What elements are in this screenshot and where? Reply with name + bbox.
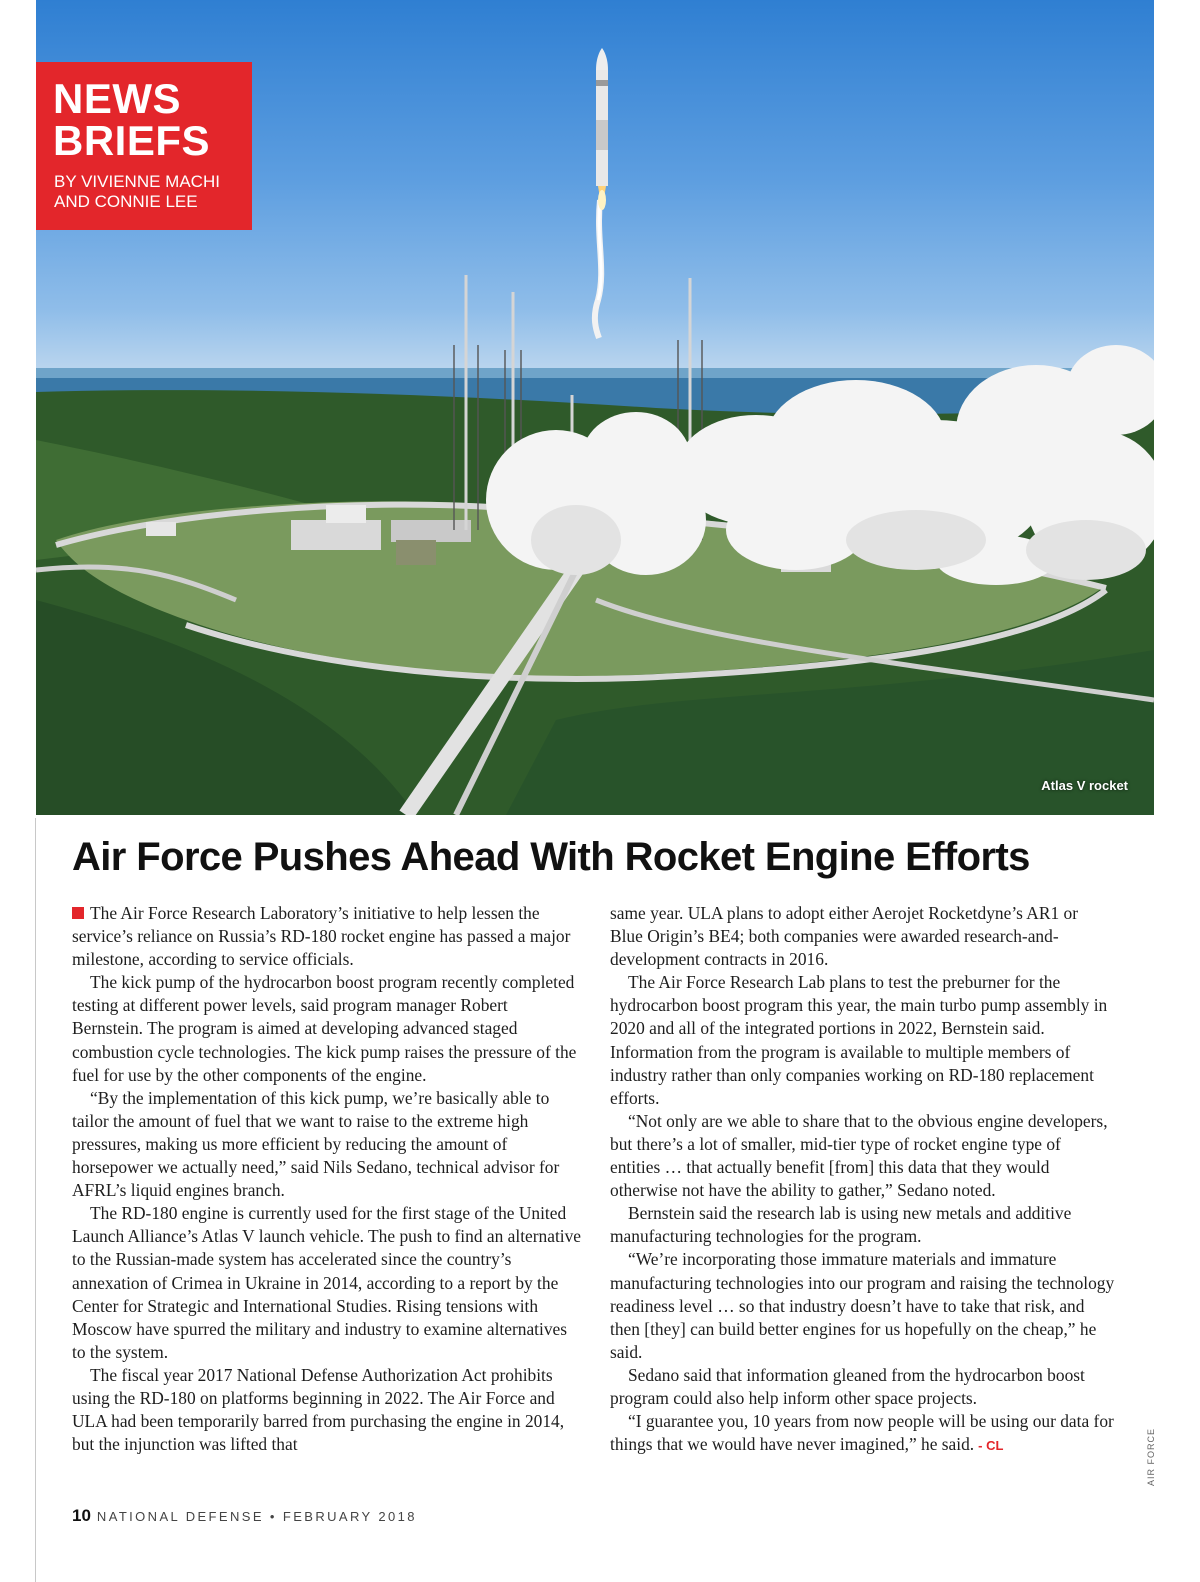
news-briefs-box xyxy=(36,62,252,230)
page-rule xyxy=(35,818,36,1582)
byline-line1: BY VIVIENNE MACHI xyxy=(54,172,220,191)
photo-caption: Atlas V rocket xyxy=(1041,778,1128,793)
author-signature: - CL xyxy=(978,1438,1004,1454)
paragraph: “By the implementation of this kick pump, we’re basically able to tailor the amount of fuel that we want to raise to the extreme high pressures, making us more efficient by reducing the amount of horsepower we actually need,” said Nils Sedano, technical advisor for AFRL’s liquid engines branch. xyxy=(72,1087,560,1201)
paragraph-text: The Air Force Research Laboratory’s initiative to help lessen the service’s reliance on Russia’s RD-180 rocket engine has passed a major milestone, according to service officials. xyxy=(72,903,571,970)
paragraph: The RD-180 engine is currently used for the first stage of the United Launch Alliance’s Atlas V launch vehicle. The push to find an alternative to the Russian-made system has accelerated since the country’s annexation of Crimea in Ukraine in 2014, according to a report by the Center for Strategic and International Studies. Rising tensions with Moscow have spurred the military and industry to examine alternatives to the system. xyxy=(72,1203,582,1362)
paragraph: The fiscal year 2017 National Defense Authorization Act prohibits using the RD-180 on platforms beginning in 2022. The Air Force and ULA had been temporarily barred from purchasing the engine in 2014, but the injunction was lifted that xyxy=(72,1364,565,1455)
paragraph: The kick pump of the hydrocarbon boost program recently completed testing at different power levels, said program manager Robert Bernstein. The program is aimed at developing advanced staged combustion cycle technologies. The kick pump raises the pressure of the fuel for use by the other components of the engine. xyxy=(72,972,577,1085)
byline-line2: AND CONNIE LEE xyxy=(54,192,198,211)
briefs-title-line2: BRIEFS xyxy=(53,117,211,164)
article-column-1 xyxy=(72,902,582,1456)
paragraph-text: “I guarantee you, 10 years from now people will be using our data for things that we would have never imagined,” he said. xyxy=(610,1411,1114,1455)
paragraph: “Not only are we able to share that to the obvious engine developers, but there’s a lot of smaller, mid-tier type of rocket engine type of entities … that actually benefit [from] this data that they would otherwise not have the ability to gather,” Sedano noted. xyxy=(610,1110,1108,1201)
byline xyxy=(54,172,220,212)
paragraph xyxy=(610,1410,1115,1457)
briefs-title-line1: NEWS xyxy=(53,75,181,122)
lead-square-icon xyxy=(72,907,84,919)
article-headline: Air Force Pushes Ahead With Rocket Engine Efforts xyxy=(72,835,1030,879)
page-footer xyxy=(72,1506,417,1526)
paragraph: same year. ULA plans to adopt either Aerojet Rocketdyne’s AR1 or Blue Origin’s BE4; both companies were awarded research-and-development contracts in 2016. xyxy=(610,903,1078,970)
section-label: AIR FORCE xyxy=(1146,1428,1156,1487)
paragraph: Sedano said that information gleaned from the hydrocarbon boost program could also help inform other space projects. xyxy=(610,1364,1085,1408)
paragraph: The Air Force Research Lab plans to test the preburner for the hydrocarbon boost program this year, the main turbo pump assembly in 2020 and all of the integrated portions in 2022, Bernstein said. Information from the program is available to multiple members of industry rather than only companies working on RD-180 replacement efforts. xyxy=(610,972,1108,1108)
article-column-2 xyxy=(610,902,1115,1457)
publication-line: NATIONAL DEFENSE • FEBRUARY 2018 xyxy=(96,1509,417,1524)
paragraph xyxy=(72,902,582,971)
page-number: 10 xyxy=(72,1506,91,1525)
paragraph: Bernstein said the research lab is using new metals and additive manufacturing technologies for the program. xyxy=(610,1203,1072,1247)
paragraph: “We’re incorporating those immature materials and immature manufacturing technologies into our program and raising the technology readiness level … so that industry doesn’t have to take that risk, and then [they] can build better engines for us hopefully on the cheap,” he said. xyxy=(610,1249,1115,1362)
rocket xyxy=(596,48,608,210)
